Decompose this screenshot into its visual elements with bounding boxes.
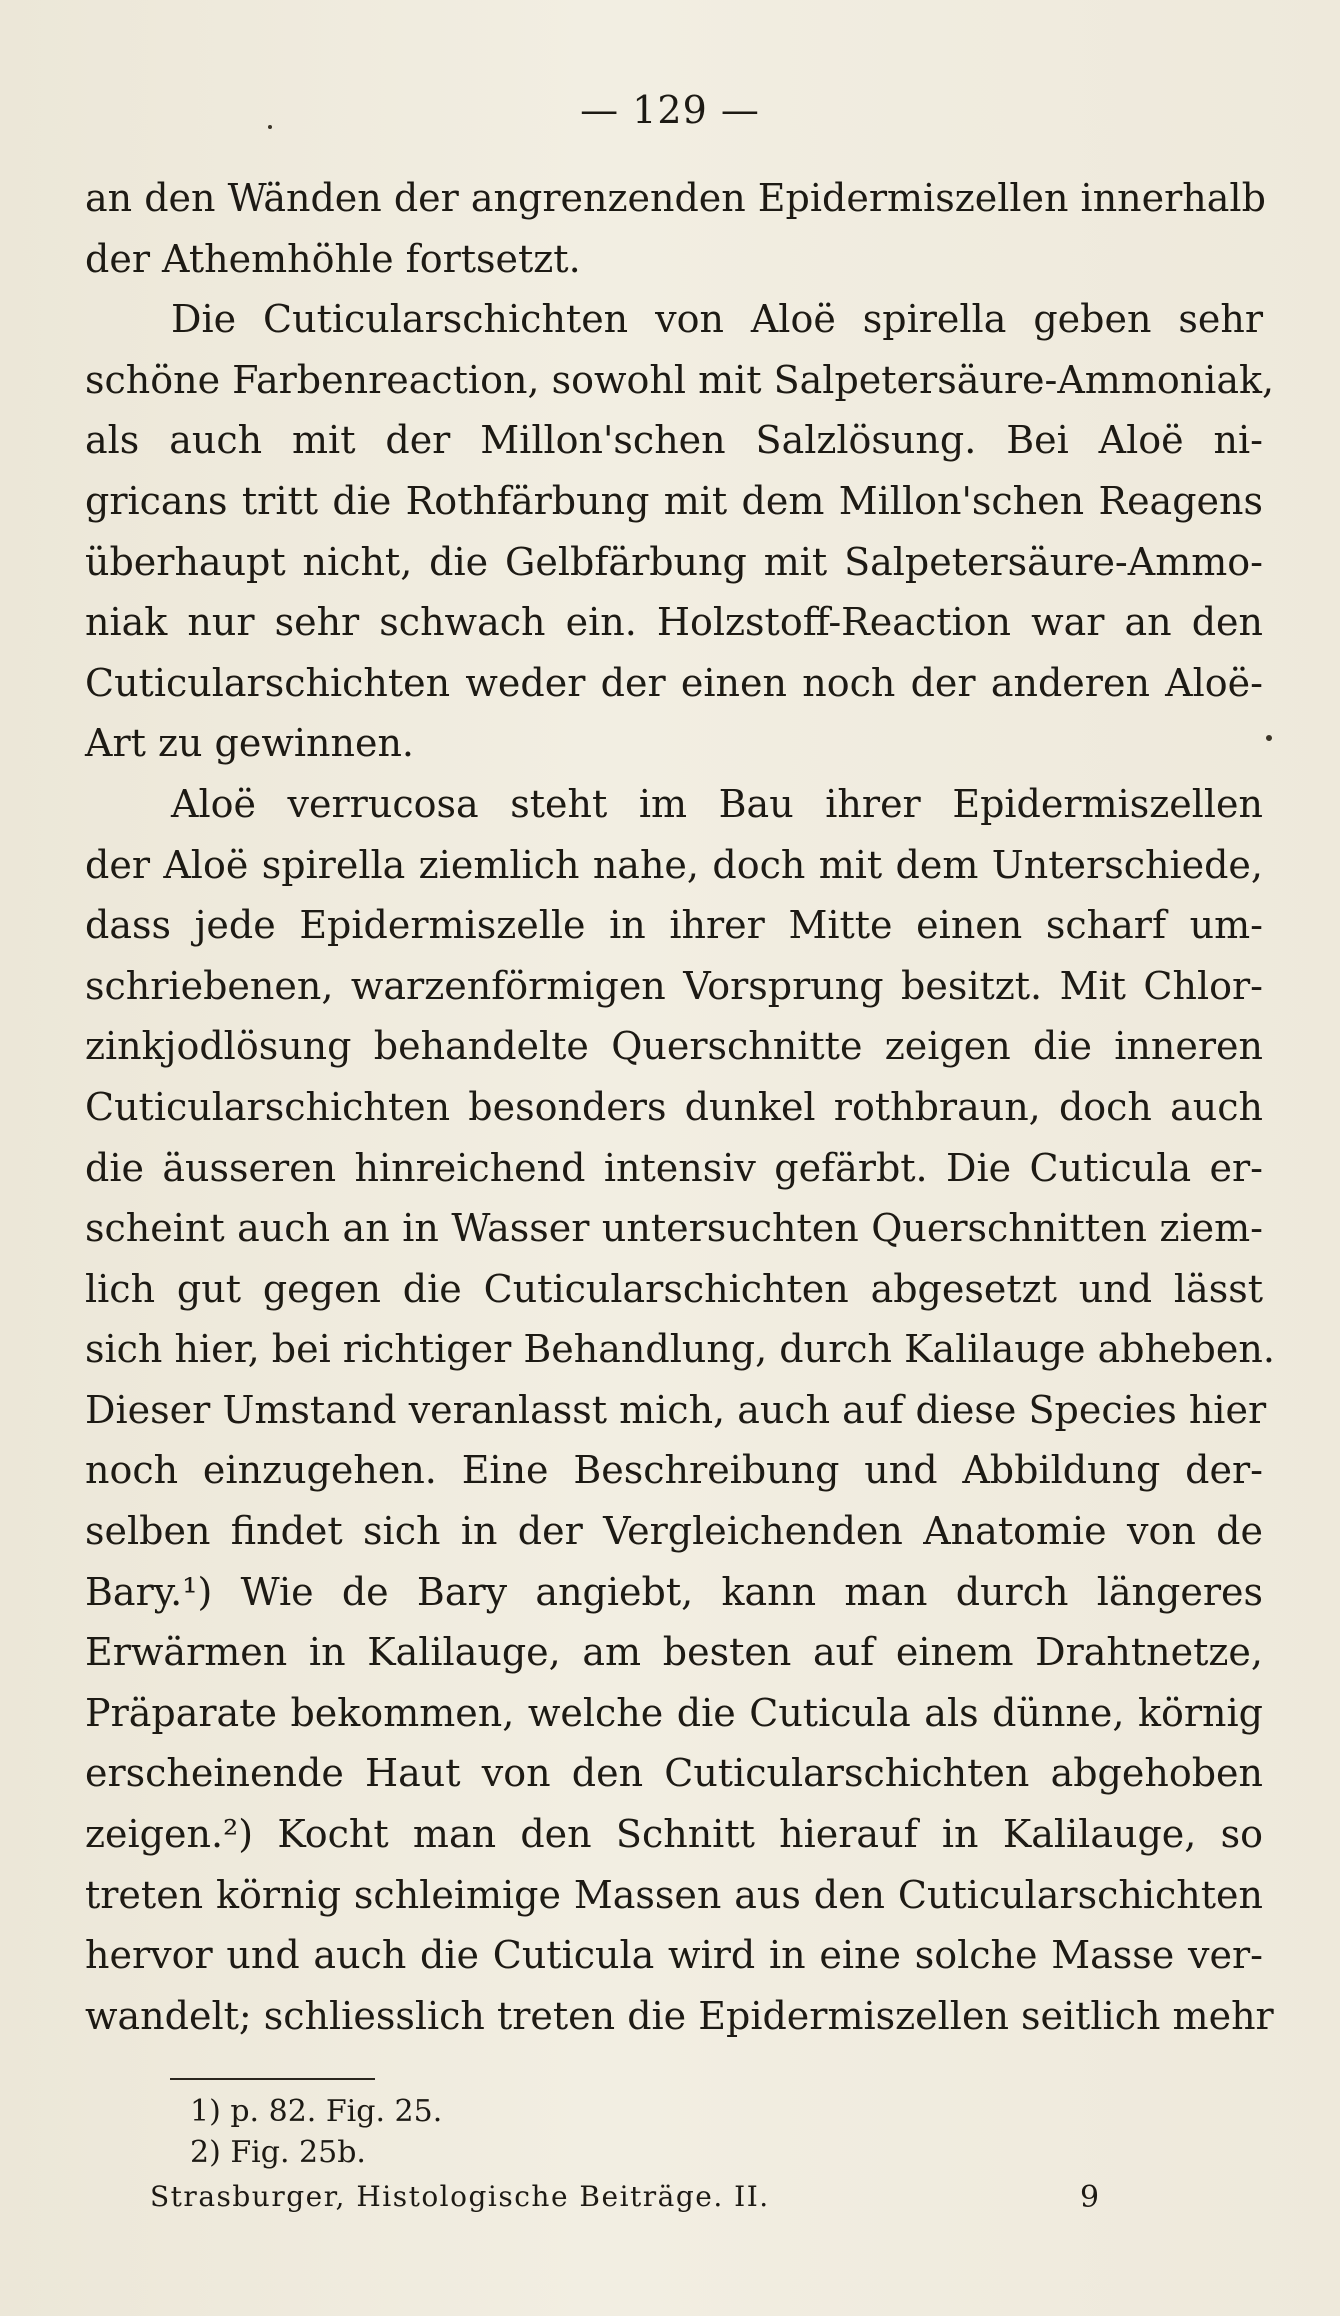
text-line: Die Cuticularschichten von Aloë spirella geben sehr bbox=[171, 297, 1263, 342]
text-line: Cuticularschichten besonders dunkel rothbraun, doch auch bbox=[85, 1084, 1263, 1129]
text-line: der Athemhöhle fortsetzt. bbox=[85, 236, 581, 281]
text-line: Dieser Umstand veranlasst mich, auch auf diese Species hier bbox=[85, 1387, 1267, 1432]
text-line: Art zu gewinnen. bbox=[85, 721, 415, 766]
text-line: dass jede Epidermiszelle in ihrer Mitte einen scharf um- bbox=[85, 903, 1263, 948]
text-line: zeigen.²) Kocht man den Schnitt hierauf in Kalilauge, so bbox=[85, 1812, 1263, 1857]
body-text bbox=[85, 168, 1275, 2046]
text-line: Aloë verrucosa steht im Bau ihrer Epidermiszellen bbox=[171, 781, 1263, 826]
text-line: überhaupt nicht, die Gelbfärbung mit Salpetersäure-Ammo- bbox=[85, 539, 1263, 584]
text-line: sich hier, bei richtiger Behandlung, durch Kalilauge abheben. bbox=[85, 1327, 1275, 1372]
text-line: scheint auch an in Wasser untersuchten Querschnitten ziem- bbox=[85, 1206, 1263, 1251]
text-line: hervor und auch die Cuticula wird in eine solche Masse ver- bbox=[85, 1933, 1263, 1978]
footnotes bbox=[190, 2091, 442, 2173]
text-line: Bary.¹) Wie de Bary angiebt, kann man durch längeres bbox=[85, 1569, 1263, 1614]
text-line: wandelt; schliesslich treten die Epidermiszellen seitlich mehr bbox=[85, 1993, 1274, 2038]
text-line: selben findet sich in der Vergleichenden Anatomie von de bbox=[85, 1509, 1263, 1554]
text-line: der Aloë spirella ziemlich nahe, doch mit dem Unterschiede, bbox=[85, 842, 1263, 887]
text-line: zinkjodlösung behandelte Querschnitte zeigen die inneren bbox=[85, 1024, 1263, 1069]
text-line: niak nur sehr schwach ein. Holzstoff-Reaction war an den bbox=[85, 600, 1263, 645]
text-line: noch einzugehen. Eine Beschreibung und Abbildung der- bbox=[85, 1448, 1263, 1493]
footnote: 1) p. 82. Fig. 25. bbox=[190, 2094, 443, 2129]
footnote-rule bbox=[170, 2078, 375, 2080]
text-line: an den Wänden der angrenzenden Epidermiszellen innerhalb bbox=[85, 176, 1266, 220]
text-line: treten körnig schleimige Massen aus den Cuticularschichten bbox=[85, 1872, 1263, 1917]
text-line: erscheinende Haut von den Cuticularschichten abgehoben bbox=[85, 1751, 1263, 1796]
footnote: 2) Fig. 25b. bbox=[190, 2135, 366, 2170]
running-title: Strasburger, Histologische Beiträge. II. bbox=[150, 2180, 770, 2213]
signature-mark: 9 bbox=[1080, 2180, 1100, 2215]
text-line: gricans tritt die Rothfärbung mit dem Millon'schen Reagens bbox=[85, 478, 1263, 523]
text-line: schöne Farbenreaction, sowohl mit Salpetersäure-Ammoniak, bbox=[85, 357, 1275, 402]
text-line: die äusseren hinreichend intensiv gefärbt. Die Cuticula er- bbox=[85, 1145, 1263, 1190]
text-line: lich gut gegen die Cuticularschichten abgesetzt und lässt bbox=[85, 1266, 1263, 1311]
text-line: Präparate bekommen, welche die Cuticula als dünne, körnig bbox=[85, 1690, 1263, 1735]
speck bbox=[1266, 735, 1272, 741]
text-line: Cuticularschichten weder der einen noch der anderen Aloë- bbox=[85, 660, 1263, 705]
text-line: Erwärmen in Kalilauge, am besten auf einem Drahtnetze, bbox=[85, 1630, 1263, 1675]
speck bbox=[268, 125, 272, 129]
page-number: — 129 — bbox=[580, 88, 760, 132]
text-line: schriebenen, warzenförmigen Vorsprung besitzt. Mit Chlor- bbox=[85, 963, 1263, 1008]
text-line: als auch mit der Millon'schen Salzlösung. Bei Aloë ni- bbox=[85, 418, 1263, 463]
